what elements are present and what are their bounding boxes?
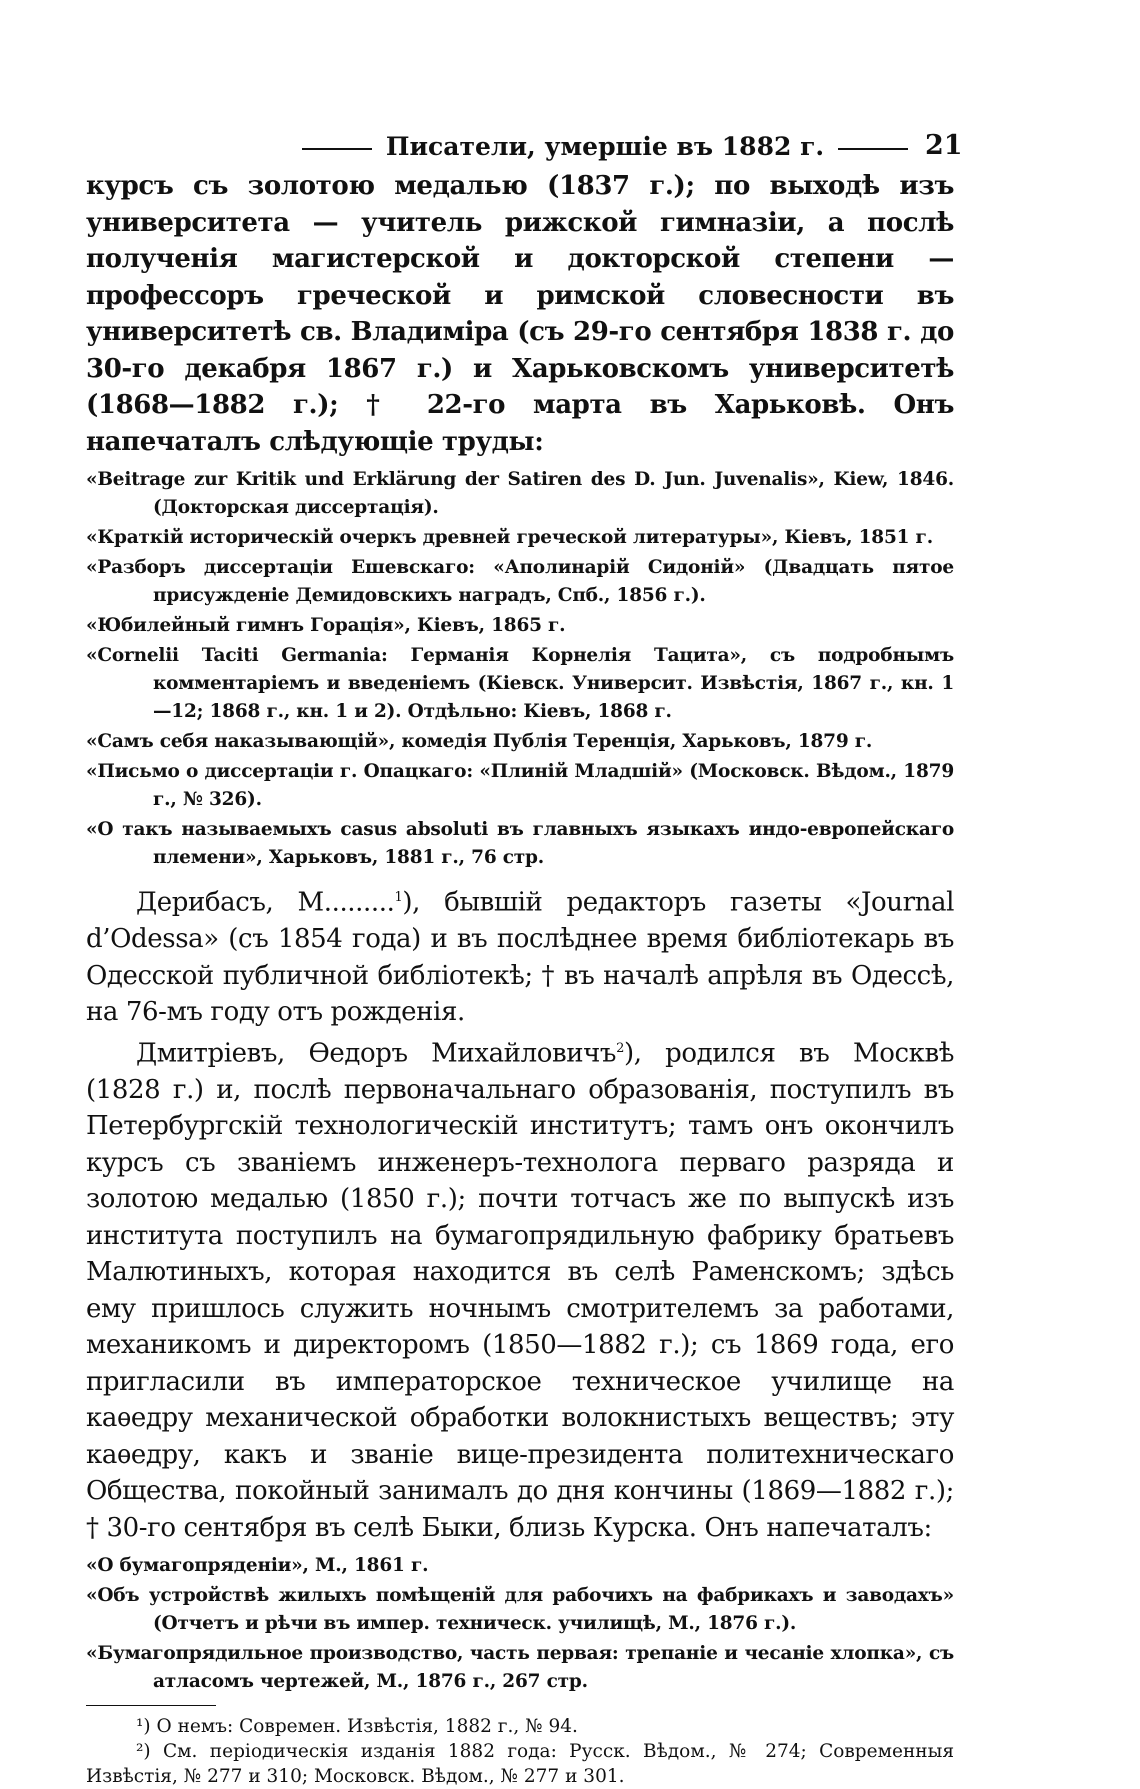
entry-dmitriev: Дмитріевъ, Өедоръ Михайловичъ$^2$), родился въ Москвѣ (1828 г.) и, послѣ первоначальнаго образованія, поступилъ въ Петербургскій технологическій институтъ; тамъ онъ окончилъ курсъ съ званіемъ инженеръ-технолога перваго разряда и золотою медалью (1850 г.); почти тотчасъ же по выпускѣ изъ института поступилъ на бумагопрядильную фабрику братьевъ Малютиныхъ, которая находится въ селѣ Раменскомъ; здѣсь ему пришлось служить ночнымъ смотрителемъ за работами, механикомъ и директоромъ (1850—1882 г.); съ 1869 года, его пригласили въ императорское техническое училище на каѳедру механической обработки волокнистыхъ веществъ; эту каѳедру, какъ и званіе вице-президента политехническаго Общества, покойный занималъ до дня кончины (1869—1882 г.); † 30-го сентября въ селѣ Быки, близь Курска. Онъ напечаталъ: xyxy=(86,1038,954,1543)
running-head xyxy=(260,132,950,161)
work-item: «О бумагопряденіи», М., 1861 г. xyxy=(86,1555,429,1577)
head-rule-right xyxy=(838,148,908,150)
entry-name: Дмитріевъ, Өедоръ Михайловичъ xyxy=(136,1038,617,1069)
work-item: «Cornelii Taciti Germania: Германія Корнелія Тацита», съ подробнымъ комментаріемъ и введеніемъ (Кіевск. Университ. Извѣстія, 1867 г., кн. 1—12; 1868 г., кн. 1 и 2). Отдѣльно: Кіевъ, 1868 г. xyxy=(86,645,954,722)
footnote-2 xyxy=(86,1739,954,1789)
work-item: «Письмо о диссертаціи г. Опацкаго: «Плиній Младшій» (Московск. Вѣдом., 1879 г., № 326). xyxy=(86,761,954,810)
footnote-text: О немъ: Современ. Извѣстія, 1882 г., № 94. xyxy=(156,1716,578,1737)
head-rule-left xyxy=(302,148,372,150)
page-number: 21 xyxy=(925,130,963,161)
work-item: «Объ устройствѣ жилыхъ помѣщеній для рабочихъ на фабрикахъ и заводахъ» (Отчетъ и рѣчи въ импер. техническ. училищѣ, М., 1876 г.). xyxy=(86,1585,954,1635)
entry-name: Дерибасъ, М......... xyxy=(136,887,395,918)
works-list-1 xyxy=(86,466,954,872)
footnote-text: См. періодическія изданія 1882 года: Русск. Вѣдом., № 274; Современныя Извѣстія, № 277 и 310; Московск. Вѣдом., № 277 и 301. xyxy=(86,1741,954,1787)
footnotes xyxy=(86,1714,954,1789)
footnote-mark: ²) xyxy=(136,1741,151,1762)
work-item: «Beitrage zur Kritik und Erklärung der Satiren des D. Jun. Juvenalis», Kiew, 1846. (Докторская диссертація). xyxy=(86,469,954,518)
entry-continuation: курсъ съ золотою медалью (1837 г.); по выходѣ изъ университета — учитель рижской гимназіи, а послѣ полученія магистерской и докторской степени — профессоръ греческой и римской словесности въ университетѣ св. Владиміра (съ 29-го сентября 1838 г. до 30-го декабря 1867 г.) и Харьковскомъ университетѣ (1868—1882 г.); † 22-го марта въ Харьковѣ. Онъ напечаталъ слѣдующіе труды: xyxy=(86,171,954,457)
works-list-2 xyxy=(86,1552,954,1696)
work-item: «Разборъ диссертаціи Ешевскаго: «Аполинарій Сидоній» (Двадцать пятое присужденіе Демидовскихъ наградъ, Спб., 1856 г.). xyxy=(86,557,954,606)
footnote-1 xyxy=(86,1714,954,1739)
work-item: «Бумагопрядильное производство, часть первая: трепаніе и чесаніе хлопка», съ атласомъ чертежей, М., 1876 г., 267 стр. xyxy=(86,1643,954,1693)
entry-deribas: Дерибасъ, М.........$^1$), бывшій редакторъ газеты «Journal d’Odessa» (съ 1854 года) и въ послѣднее время библіотекарь въ Одесской публичной библіотекѣ; † въ началѣ апрѣля въ Одессѣ, на 76-мъ году отъ рожденія. xyxy=(86,887,954,1028)
entry-text: , бывшій редакторъ газеты «Journal d’Odessa» (съ 1854 года) и въ послѣднее время библіотекарь въ Одесской публичной библіотекѣ; † въ началѣ апрѣля въ Одессѣ, на 76-мъ году отъ рожденія. xyxy=(86,887,954,1028)
work-item: «О такъ называемыхъ casus absoluti въ главныхъ языкахъ индо-европейскаго племени», Харьковъ, 1881 г., 76 стр. xyxy=(86,819,954,868)
running-title: Писатели, умершіе въ 1882 г. xyxy=(385,132,825,161)
work-item: «Юбилейный гимнъ Горація», Кіевъ, 1865 г. xyxy=(86,615,566,636)
work-item: «Самъ себя наказывающій», комедія Публія Теренція, Харьковъ, 1879 г. xyxy=(86,731,873,752)
footnote-ref: 2 xyxy=(616,1040,624,1056)
entry-text: , родился въ Москвѣ (1828 г.) и, послѣ первоначальнаго образованія, поступилъ въ Петербургскій технологическій институтъ; тамъ онъ окончилъ курсъ съ званіемъ инженеръ-технолога перваго разряда и золотою медалью (1850 г.); почти тотчасъ же по выпускѣ изъ института поступилъ на бумагопрядильную фабрику братьевъ Малютиныхъ, которая находится въ селѣ Раменскомъ; здѣсь ему пришлось служить ночнымъ смотрителемъ за работами, механикомъ и директоромъ (1850—1882 г.); съ 1869 года, его пригласили въ императорское техническое училище на каѳедру механической обработки волокнистыхъ веществъ; эту каѳедру, какъ и званіе вице-президента политехническаго Общества, покойный занималъ до дня кончины (1869—1882 г.); † 30-го сентября въ селѣ Быки, близь Курска. Онъ напечаталъ: xyxy=(86,1038,954,1543)
footnote-mark: ¹) xyxy=(136,1716,151,1737)
work-item: «Краткій историческій очеркъ древней греческой литературы», Кіевъ, 1851 г. xyxy=(86,527,933,548)
footnote-rule xyxy=(86,1705,216,1706)
page-body xyxy=(86,168,954,1704)
footnote-ref: 1 xyxy=(394,890,403,905)
